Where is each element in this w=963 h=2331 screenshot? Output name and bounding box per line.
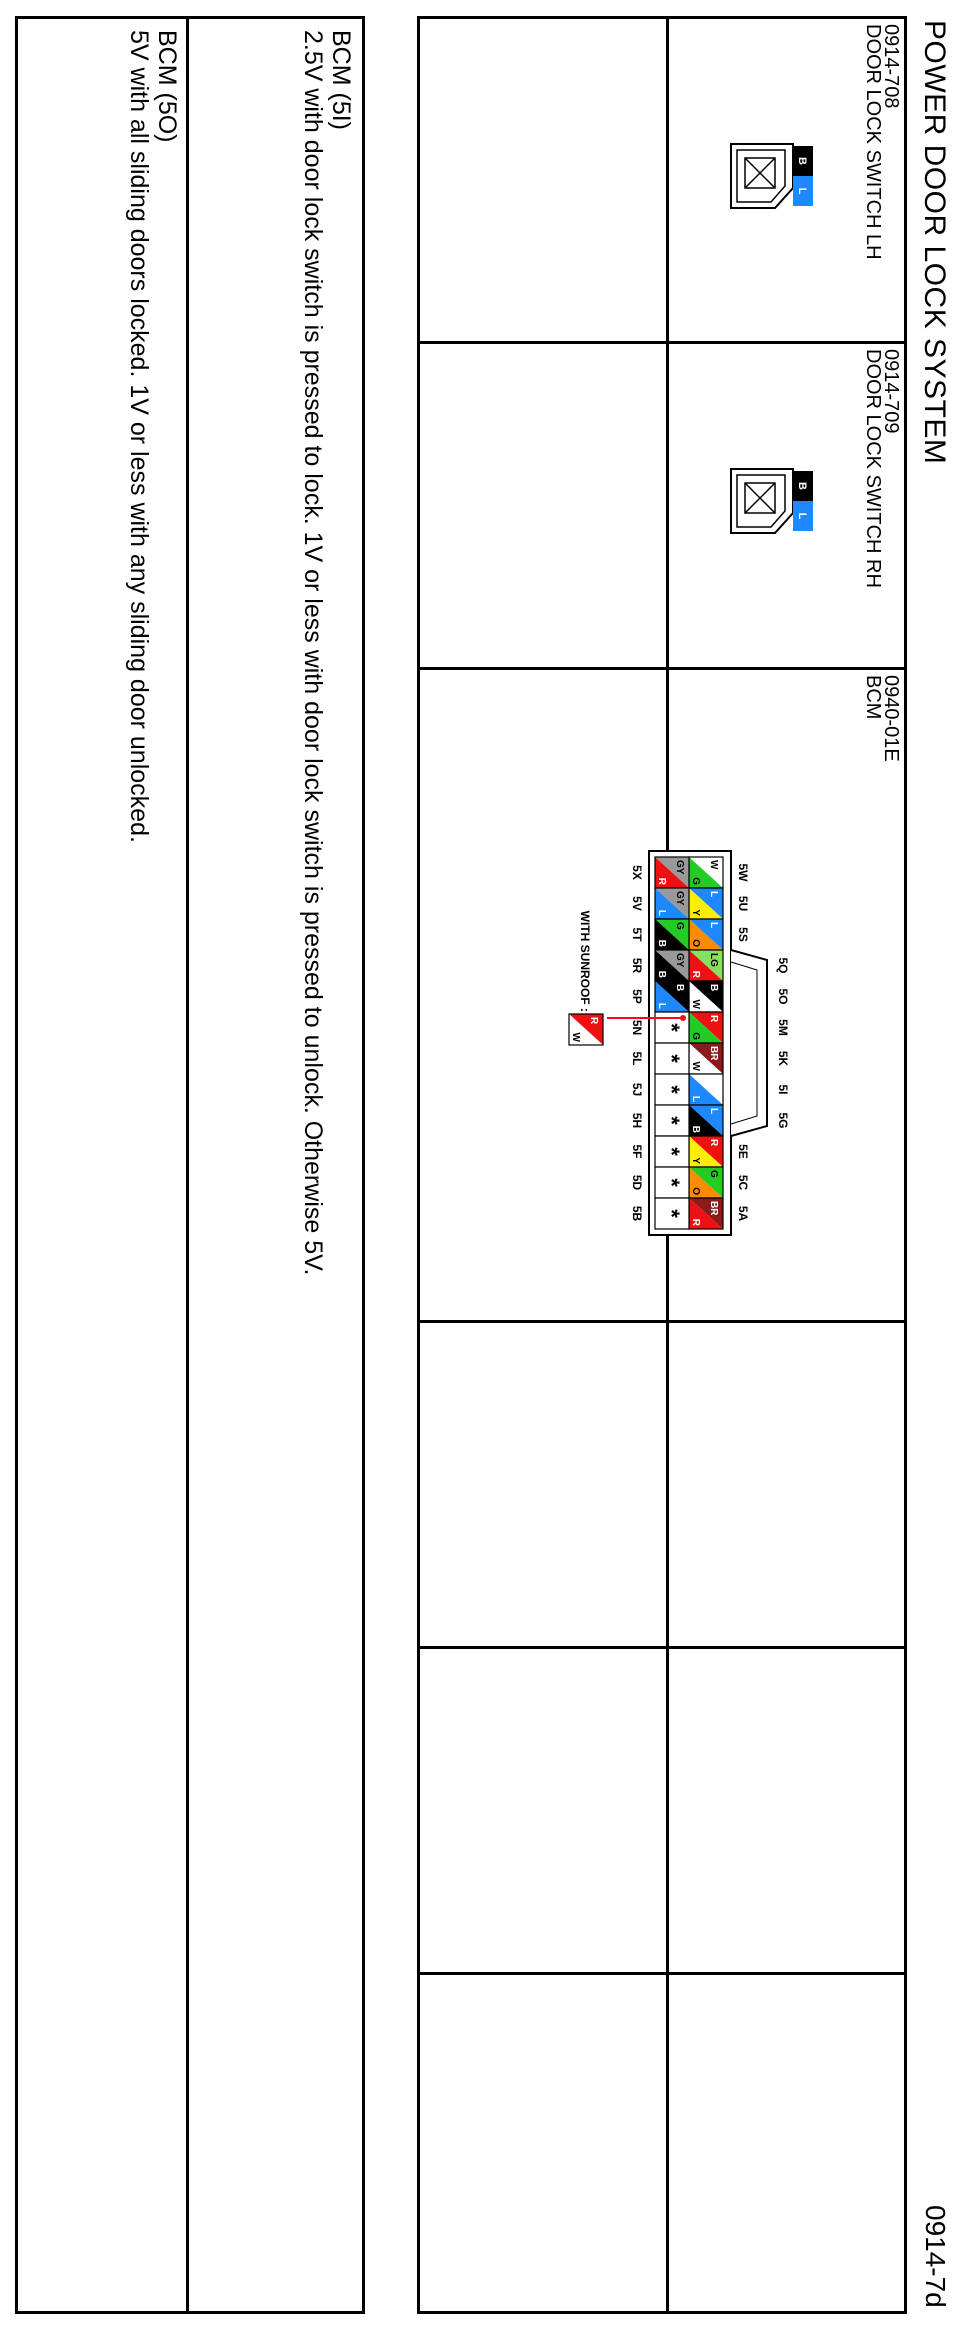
connector-cell-bcm xyxy=(417,667,907,1320)
bcm-row2-label-5X: 5X xyxy=(630,865,644,880)
bcm-row1-pin-3-wire-a: L xyxy=(708,922,719,929)
pin-lh-l-label: L xyxy=(796,187,808,195)
bcm-row1-pin-12-wire-b: R xyxy=(690,1218,701,1226)
note-2-text: 5V with all sliding doors locked. 1V or less with any sliding door unlocked. xyxy=(125,30,153,843)
bcm-row2-label-5D: 5D xyxy=(630,1174,644,1191)
pin-lh-b-label: B xyxy=(796,157,808,165)
pin-rh-b-label: B xyxy=(796,482,808,490)
note-1-heading: BCM (5I) xyxy=(327,30,355,130)
connector-name-bcm: BCM xyxy=(862,675,884,720)
bcm-row1-label-5S: 5S xyxy=(736,927,750,942)
bcm-sunroof-label: WITH SUNROOF : xyxy=(578,910,592,1012)
bcm-top-label-5G: 5G xyxy=(776,1112,790,1129)
bcm-row2-label-5P: 5P xyxy=(630,989,644,1004)
note-2-heading: BCM (5O) xyxy=(153,30,181,143)
bcm-row1-pin-9-wire-a: L xyxy=(708,1108,719,1115)
bcm-row2-pin-11-label: * xyxy=(659,1178,684,1187)
bcm-row2-pin-2-wire-a: GY xyxy=(674,891,685,906)
bcm-row2-label-5H: 5H xyxy=(630,1112,644,1129)
bcm-row1-label-5E: 5E xyxy=(736,1144,750,1159)
bcm-row1-pin-12-wire-a: BR xyxy=(708,1201,719,1216)
page-id: 0914-7d xyxy=(920,2205,951,2308)
bcm-row1-pin-5-wire-a: B xyxy=(708,984,719,992)
bcm-row2-label-5N: 5N xyxy=(630,1019,644,1036)
bcm-row1-pin-1-wire-a: W xyxy=(708,860,719,870)
bcm-sunroof-wire-a: R xyxy=(588,1017,599,1025)
bcm-row2-pin-12-label: * xyxy=(659,1209,684,1218)
connector-shape-rh xyxy=(715,453,815,553)
bcm-row1-pin-2-wire-b: Y xyxy=(690,909,701,916)
connector-col-divider-3 xyxy=(417,1320,907,1323)
bcm-row2-pin-1-wire-b: R xyxy=(656,877,667,885)
bcm-row2-label-5B: 5B xyxy=(630,1205,644,1222)
bcm-row2-pin-7-label: * xyxy=(659,1054,684,1063)
bcm-row2-pin-4-wire-b: B xyxy=(656,970,667,978)
bcm-row2-label-5F: 5F xyxy=(630,1144,644,1159)
bcm-row2-pin-3-wire-a: G xyxy=(674,922,685,930)
bcm-row2-label-5J: 5J xyxy=(630,1082,644,1097)
bcm-row2-pin-4-wire-a: GY xyxy=(674,953,685,968)
connector-col-divider-4 xyxy=(417,1646,907,1649)
bcm-row2-label-5L: 5L xyxy=(630,1051,644,1066)
connector-cell-rh xyxy=(669,341,907,667)
connector-shape-lh xyxy=(715,128,815,228)
bcm-top-label-5O: 5O xyxy=(776,988,790,1005)
bcm-row2-label-5R: 5R xyxy=(630,957,644,974)
pin-rh-l-label: L xyxy=(796,512,808,520)
connector-code-lh: 0914-708 xyxy=(880,24,902,109)
bcm-top-label-5I: 5I xyxy=(776,1084,790,1095)
bcm-connector-diagram xyxy=(417,667,907,1320)
page-title: POWER DOOR LOCK SYSTEM xyxy=(918,20,951,465)
bcm-row1-pin-1-wire-b: G xyxy=(690,877,701,885)
bcm-row2-pin-2-wire-b: L xyxy=(656,909,667,916)
bcm-row1-label-5A: 5A xyxy=(736,1205,750,1222)
bcm-row2-label-5T: 5T xyxy=(630,927,644,942)
bcm-row1-pin-4-wire-b: R xyxy=(690,970,701,978)
bcm-row2-pin-5-wire-a: B xyxy=(674,984,685,992)
bcm-row1-pin-4-wire-a: LG xyxy=(708,953,719,967)
bcm-row1-pin-10-wire-b: Y xyxy=(690,1157,701,1164)
connector-cell-lh xyxy=(669,16,907,341)
bcm-row2-pin-3-wire-b: B xyxy=(656,939,667,947)
bcm-sunroof-wire-b: W xyxy=(570,1032,581,1042)
bcm-row1-label-5U: 5U xyxy=(736,895,750,912)
bcm-row1-pin-2-wire-a: L xyxy=(708,891,719,898)
connector-code-bcm: 0940-01E xyxy=(880,675,902,762)
connector-name-rh: DOOR LOCK SWITCH RH xyxy=(862,349,884,588)
connector-col-divider-5 xyxy=(417,1972,907,1975)
notes-row-divider xyxy=(186,16,189,2314)
bcm-row1-label-5W: 5W xyxy=(736,863,750,882)
bcm-row2-label-5V: 5V xyxy=(630,896,644,911)
bcm-row2-pin-5-wire-b: L xyxy=(656,1002,667,1009)
bcm-row1-label-5C: 5C xyxy=(736,1174,750,1191)
connector-code-rh: 0914-709 xyxy=(880,349,902,434)
bcm-row2-pin-1-wire-a: GY xyxy=(674,860,685,875)
bcm-row2-pin-6-label: * xyxy=(659,1023,684,1032)
bcm-row1-pin-6-wire-b: G xyxy=(690,1032,701,1040)
connector-name-lh: DOOR LOCK SWITCH LH xyxy=(862,24,884,260)
bcm-row2-pin-10-label: * xyxy=(659,1147,684,1156)
bcm-hood xyxy=(731,950,767,1136)
bcm-top-label-5Q: 5Q xyxy=(776,957,790,974)
bcm-row1-pin-11-wire-a: G xyxy=(708,1170,719,1178)
bcm-row1-pin-6-wire-a: R xyxy=(708,1015,719,1023)
bcm-row2-pin-9-label: * xyxy=(659,1116,684,1125)
bcm-row1-pin-8-wire-b: L xyxy=(690,1095,701,1102)
bcm-row1-pin-7-wire-b: W xyxy=(690,1061,701,1071)
bcm-row1-pin-11-wire-b: O xyxy=(690,1187,701,1195)
bcm-top-label-5M: 5M xyxy=(776,1019,790,1036)
bcm-row1-pin-9-wire-b: B xyxy=(690,1125,701,1133)
bcm-row1-pin-3-wire-b: O xyxy=(690,939,701,947)
note-1-text: 2.5V with door lock switch is pressed to lock. 1V or less with door lock switch is pressed to unlock. Otherwise 5V. xyxy=(299,30,327,1276)
bcm-row1-pin-10-wire-a: R xyxy=(708,1139,719,1147)
bcm-top-label-5K: 5K xyxy=(776,1050,790,1067)
bcm-row1-pin-7-wire-a: BR xyxy=(708,1046,719,1061)
bcm-row2-pin-8-label: * xyxy=(659,1085,684,1094)
bcm-row1-pin-5-wire-b: W xyxy=(690,999,701,1009)
